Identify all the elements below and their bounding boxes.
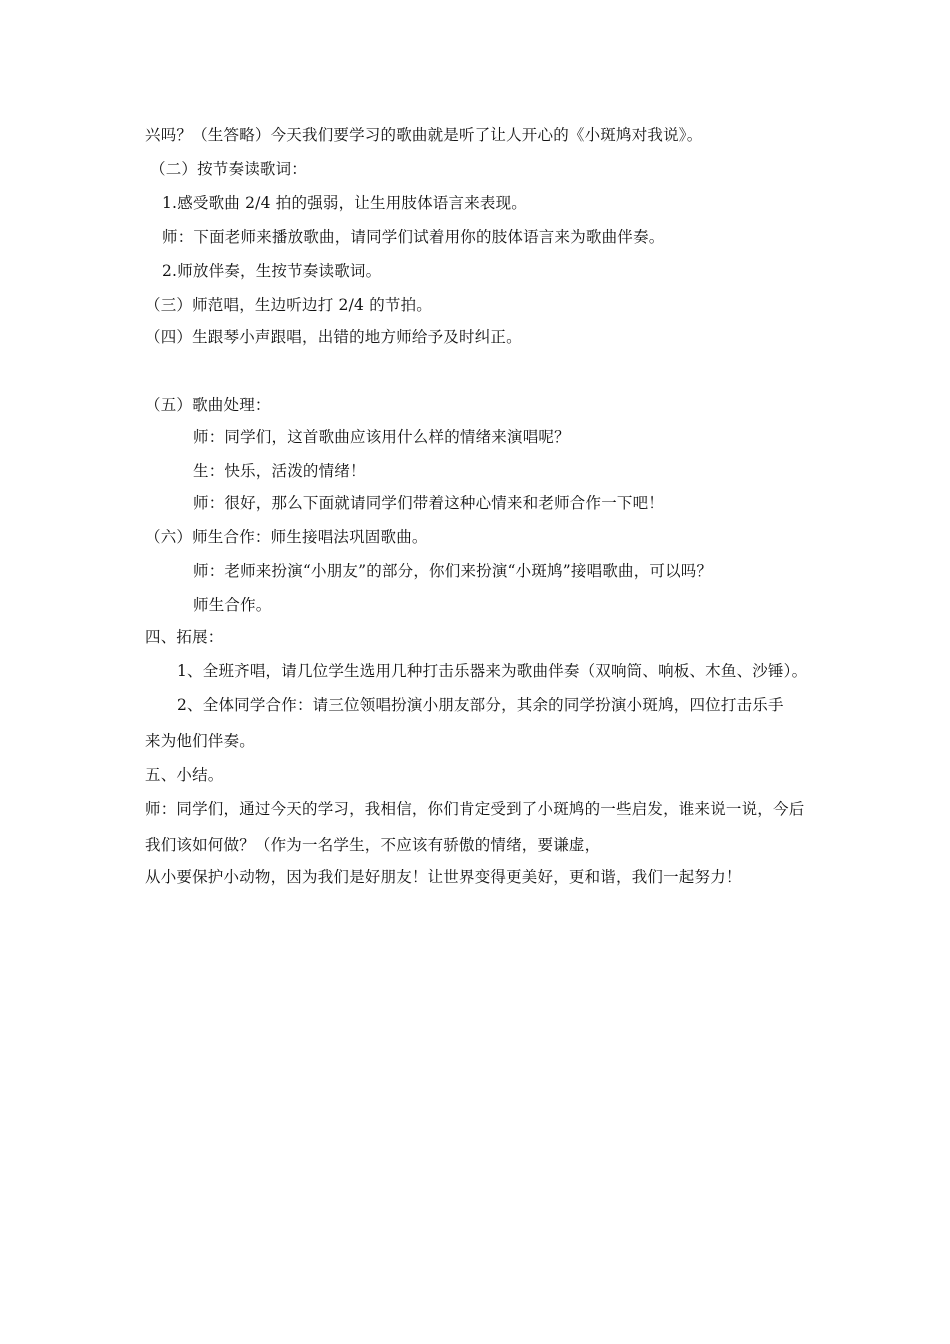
text-line-15: 四、拓展：: [145, 628, 224, 646]
text-line-21: 我们该如何做？（作为一名学生，不应该有骄傲的情绪，要谦虚，: [145, 836, 601, 854]
text-line-6: （三）师范唱，生边听边打 2/4 的节拍。: [145, 296, 433, 314]
text-line-7: （四）生跟琴小声跟唱，出错的地方师给予及时纠正。: [145, 328, 522, 346]
text-line-9: 师：同学们，这首歌曲应该用什么样的情绪来演唱呢？: [193, 428, 570, 446]
text-line-13: 师：老师来扮演“小朋友”的部分，你们来扮演“小斑鸠”接唱歌曲，可以吗？: [193, 562, 713, 580]
text-line-3: 1.感受歌曲 2/4 拍的强弱，让生用肢体语言来表现。: [162, 194, 527, 212]
text-line-4: 师：下面老师来播放歌曲，请同学们试着用你的肢体语言来为歌曲伴奏。: [162, 228, 665, 246]
text-line-16: 1、全班齐唱，请几位学生选用几种打击乐器来为歌曲伴奏（双响筒、响板、木鱼、沙锤）。: [177, 662, 808, 680]
text-line-19: 五、小结。: [145, 766, 224, 784]
text-line-2: （二）按节奏读歌词：: [150, 160, 308, 178]
text-line-8: （五）歌曲处理：: [145, 396, 271, 414]
text-line-5: 2.师放伴奏，生按节奏读歌词。: [162, 262, 382, 280]
text-line-17: 2、全体同学合作：请三位领唱扮演小朋友部分，其余的同学扮演小斑鸠，四位打击乐手: [177, 696, 784, 714]
text-line-12: （六）师生合作：师生接唱法巩固歌曲。: [145, 528, 428, 546]
text-line-22: 从小要保护小动物，因为我们是好朋友！让世界变得更美好，更和谐，我们一起努力！: [145, 868, 742, 886]
text-line-10: 生：快乐，活泼的情绪！: [193, 462, 366, 480]
text-line-11: 师：很好，那么下面就请同学们带着这种心情来和老师合作一下吧！: [193, 494, 665, 512]
text-line-20: 师：同学们，通过今天的学习，我相信，你们肯定受到了小斑鸠的一些启发，谁来说一说，今后: [145, 800, 805, 818]
text-line-18: 来为他们伴奏。: [145, 732, 255, 750]
text-line-14: 师生合作。: [193, 596, 272, 614]
text-line-1: 兴吗？（生答略）今天我们要学习的歌曲就是听了让人开心的《小斑鸠对我说》。: [145, 126, 703, 144]
